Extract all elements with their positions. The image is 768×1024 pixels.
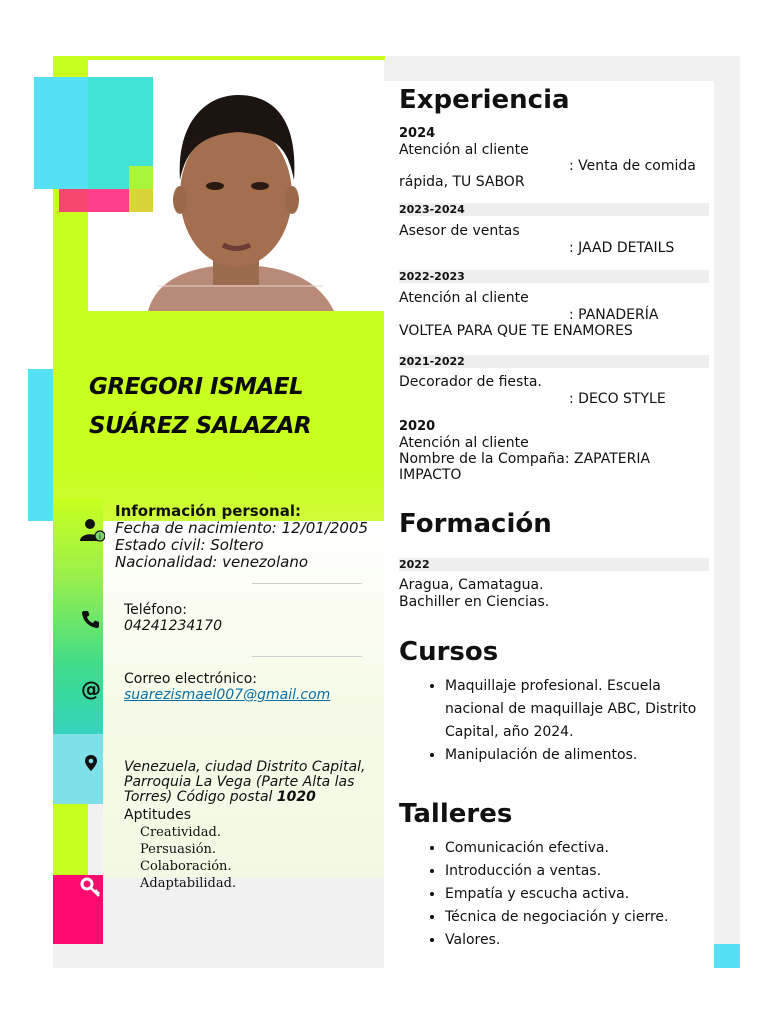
experience-heading: Experiencia	[399, 85, 570, 115]
experience-year: 2021-2022	[399, 355, 709, 368]
experience-role: Atención al cliente	[399, 290, 529, 306]
deco-square-lime	[129, 166, 153, 189]
candidate-name	[89, 368, 379, 446]
experience-role: Atención al cliente	[399, 435, 529, 451]
education-place: Aragua, Camatagua.	[399, 577, 544, 593]
email-label: Correo electrónico:	[124, 671, 257, 687]
deco-bar-cyan-left	[28, 369, 53, 521]
email-block	[124, 671, 374, 703]
nationality: Nacionalidad: venezolano	[115, 553, 309, 571]
birth-date: Fecha de nacimiento: 12/01/2005	[115, 519, 369, 537]
address-text: Venezuela, ciudad Distrito Capital, Parroquia La Vega (Parte Alta las Torres) Código postal	[124, 759, 366, 805]
deco-square-olive	[129, 189, 153, 212]
experience-company: : PANADERÍA VOLTEA PARA QUE TE ENAMORES	[399, 307, 659, 339]
aptitude-item: Persuasión.	[140, 842, 217, 857]
workshops-heading: Talleres	[399, 799, 513, 829]
phone-number: 04241234170	[124, 618, 222, 634]
aptitude-item: Adaptabilidad.	[140, 876, 237, 891]
workshop-item: • Empatía y escucha activa.	[445, 883, 715, 906]
experience-year: 2022-2023	[399, 270, 709, 283]
experience-company: Nombre de la Compaña: ZAPATERIA IMPACTO	[399, 451, 651, 483]
postal-code: 1020	[276, 789, 316, 805]
phone-icon	[81, 609, 105, 633]
experience-role: Decorador de fiesta.	[399, 374, 542, 390]
education-year: 2022	[399, 558, 709, 571]
workshop-item: • Comunicación efectiva.	[445, 837, 715, 860]
courses-heading: Cursos	[399, 637, 499, 667]
divider	[252, 583, 362, 584]
name-line-1: GREGORI ISMAEL	[89, 374, 304, 400]
education-degree: Bachiller en Ciencias.	[399, 594, 550, 610]
deco-bar-pink	[88, 189, 129, 212]
experience-year: 2024	[399, 126, 436, 141]
at-sign-icon	[80, 678, 104, 702]
phone-label: Teléfono:	[124, 602, 187, 618]
experience-year: 2020	[399, 419, 436, 434]
aptitudes-label: Aptitudes	[124, 807, 191, 823]
aptitudes-block	[124, 807, 374, 892]
workshop-item: • Valores.	[445, 929, 715, 952]
address	[124, 760, 379, 805]
workshop-item: • Introducción a ventas.	[445, 860, 715, 883]
experience-company: : DECO STYLE	[569, 391, 666, 407]
divider	[252, 656, 362, 657]
course-item: • Manipulación de alimentos.	[445, 744, 715, 767]
aptitude-item: Creatividad.	[140, 825, 222, 840]
key-icon	[80, 877, 104, 901]
workshop-item: • Técnica de negociación y cierre.	[445, 906, 715, 929]
personal-info	[115, 503, 375, 571]
personal-info-heading: Información personal:	[115, 502, 301, 520]
education-heading: Formación	[399, 509, 552, 539]
workshops-list	[399, 837, 715, 952]
course-item: • Maquillaje profesional. Escuela nacional de maquillaje ABC, Distrito Capital, año 2024.	[445, 675, 715, 744]
deco-square-bottom-right	[714, 944, 740, 968]
user-info-icon	[79, 517, 103, 541]
experience-company: : Venta de comida rápida, TU SABOR	[399, 158, 696, 190]
experience-role: Asesor de ventas	[399, 223, 520, 239]
experience-year: 2023-2024	[399, 203, 709, 216]
courses-list	[399, 675, 715, 767]
svg-text:@: @	[81, 678, 101, 700]
aptitude-item: Colaboración.	[140, 859, 232, 874]
experience-role: Atención al cliente	[399, 142, 529, 158]
civil-status: Estado civil: Soltero	[115, 536, 264, 554]
aptitudes-list	[124, 824, 374, 892]
phone-block	[124, 602, 374, 634]
experience-company: : JAAD DETAILS	[569, 240, 675, 256]
name-line-2: SUÁREZ SALAZAR	[89, 413, 312, 439]
email-link[interactable]: suarezismael007@gmail.com	[124, 687, 331, 703]
svg-text:i: i	[99, 533, 101, 541]
location-pin-icon	[83, 754, 107, 778]
